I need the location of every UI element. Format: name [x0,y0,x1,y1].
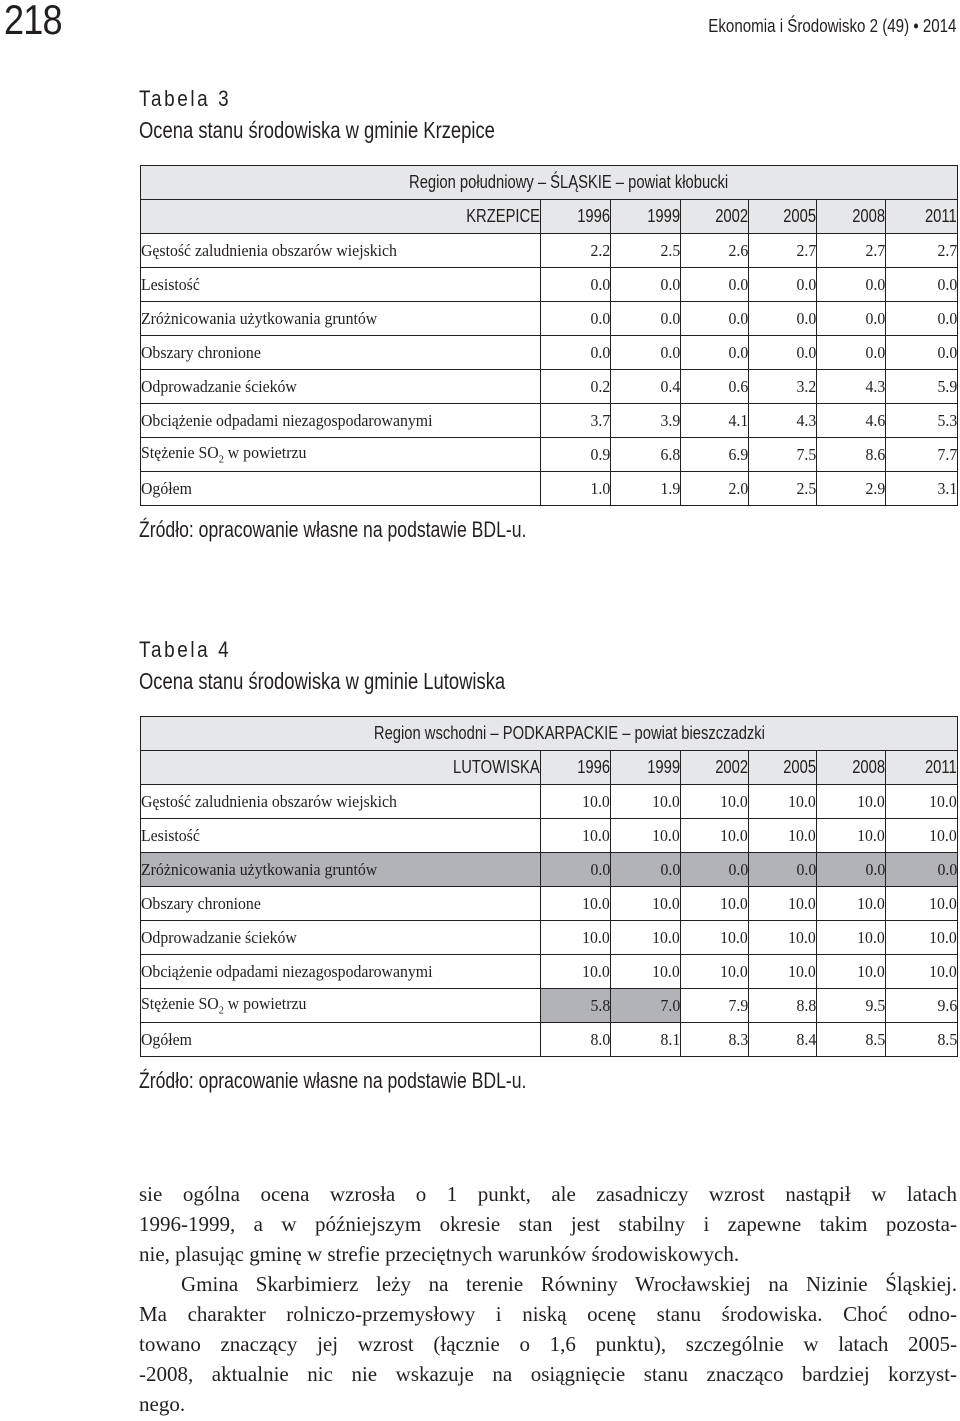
indicator-name: Zróżnicowania użytkowania gruntów [141,308,378,328]
table3-year: 2002 [715,206,748,226]
value-cell: 0.0 [865,342,885,362]
table-row [141,819,958,853]
value-cell: 0.0 [796,859,816,879]
value-cell: 4.3 [796,410,816,430]
table4-source: Źródło: opracowanie własne na podstawie BDL-u. [139,1068,527,1093]
value-cell: 3.1 [937,478,958,498]
value-cell: 10.0 [929,961,958,981]
value-cell: 0.0 [660,274,680,294]
subscript: 2 [218,1004,224,1017]
indicator-name: Obciążenie odpadami niezagospodarowanymi [141,410,433,430]
value-cell: 8.3 [728,1029,748,1049]
value-cell: 10.0 [652,893,680,913]
table-row [141,268,958,302]
value-cell: 0.9 [590,444,610,464]
value-cell: 10.0 [720,927,748,947]
table3-year: 1996 [577,206,610,226]
table3 [140,165,958,506]
value-cell: 8.6 [865,444,885,464]
value-cell: 10.0 [929,791,958,811]
value-cell: 10.0 [652,961,680,981]
page-header [0,0,960,56]
table-row [141,955,958,989]
table4-title: Ocena stanu środowiska w gminie Lutowiska [139,668,506,694]
table4-year: 1996 [577,757,610,777]
table-row [141,887,958,921]
value-cell: 10.0 [857,893,885,913]
value-cell: 10.0 [857,825,885,845]
text-line: towano znaczący jej wzrost (łącznie o 1,6 punktu), szczególnie w latach 2005- [139,1332,957,1356]
value-cell: 2.0 [728,478,748,498]
table3-source: Źródło: opracowanie własne na podstawie BDL-u. [139,517,527,542]
value-cell: 0.0 [728,859,748,879]
page-number: 218 [4,0,62,43]
value-cell: 10.0 [720,893,748,913]
value-cell: 0.0 [796,274,816,294]
value-cell: 0.0 [590,308,610,328]
value-cell: 8.5 [937,1029,958,1049]
table3-label: Tabela 3 [139,86,232,111]
table-row [141,234,958,268]
value-cell: 8.8 [796,995,816,1015]
table4-year: 2005 [783,757,816,777]
value-cell: 2.9 [865,478,885,498]
indicator-name-part: w powietrzu [223,443,307,463]
value-cell: 10.0 [857,927,885,947]
paragraph [139,1269,957,1419]
value-cell: 10.0 [788,825,816,845]
table-row [141,989,958,1023]
value-cell: 10.0 [652,791,680,811]
indicator-name: Odprowadzanie ścieków [141,927,297,947]
table-row [141,853,958,887]
table3-year: 1999 [647,206,680,226]
value-cell: 8.5 [865,1029,885,1049]
indicator-name: Obszary chronione [141,342,261,362]
indicator-name-part: Stężenie SO [141,443,219,463]
table4-year: 2002 [715,757,748,777]
indicator-name: Odprowadzanie ścieków [141,376,297,396]
indicator-name: Obszary chronione [141,893,261,913]
table3-year: 2011 [925,206,958,226]
value-cell: 10.0 [582,927,610,947]
value-cell: 0.4 [660,376,680,396]
value-cell: 10.0 [582,893,610,913]
value-cell: 10.0 [857,791,885,811]
value-cell: 0.0 [937,859,958,879]
value-cell: 10.0 [929,825,958,845]
value-cell: 0.0 [590,859,610,879]
table3-header-row [141,200,958,234]
value-cell: 10.0 [720,961,748,981]
indicator-name: Gęstość zaludnienia obszarów wiejskich [141,791,397,811]
value-cell: 0.0 [728,342,748,362]
table4-region-row [141,717,958,751]
value-cell: 0.0 [796,308,816,328]
table3-year: 2008 [852,206,885,226]
text-line: Gmina Skarbimierz leży na terenie Równiny Wrocławskiej na Nizinie Śląskiej. [181,1272,957,1296]
value-cell: 10.0 [788,927,816,947]
value-cell: 7.5 [796,444,816,464]
value-cell: 8.1 [660,1029,680,1049]
indicator-name [141,994,306,1016]
table3-region-row [141,166,958,200]
value-cell: 0.0 [660,342,680,362]
value-cell: 2.5 [660,240,680,260]
table4-region: Region wschodni – PODKARPACKIE – powiat bieszczadzki [373,723,765,743]
table4-year: 1999 [647,757,680,777]
text-line: sie ogólna ocena wzrosła o 1 punkt, ale zasadniczy wzrost nastąpił w latach [139,1182,957,1206]
value-cell: 2.7 [937,240,958,260]
value-cell: 7.9 [728,995,748,1015]
subscript: 2 [218,453,224,466]
table-row [141,302,958,336]
value-cell: 0.0 [865,274,885,294]
value-cell: 6.8 [660,444,680,464]
value-cell: 4.1 [728,410,748,430]
value-cell: 6.9 [728,444,748,464]
table-row [141,785,958,819]
table-row [141,438,958,472]
value-cell: 5.3 [937,410,958,430]
table-row [141,404,958,438]
text-line: nego. [139,1392,186,1416]
text-line: 1996-1999, a w późniejszym okresie stan jest stabilny i zapewne takim pozosta- [139,1212,957,1236]
table4 [140,716,958,1057]
value-cell: 10.0 [652,927,680,947]
indicator-name-part: w powietrzu [223,994,307,1014]
value-cell: 0.0 [660,308,680,328]
value-cell: 0.0 [590,274,610,294]
indicator-name: Obciążenie odpadami niezagospodarowanymi [141,961,433,981]
paragraph [139,1179,957,1269]
value-cell: 0.0 [728,308,748,328]
value-cell: 8.0 [590,1029,610,1049]
value-cell: 0.0 [937,342,958,362]
indicator-name-part: Stężenie SO [141,994,219,1014]
value-cell: 0.0 [937,308,958,328]
value-cell: 3.7 [590,410,610,430]
value-cell: 0.0 [728,274,748,294]
indicator-name: Ogółem [141,478,192,498]
value-cell: 0.6 [728,376,748,396]
indicator-name: Lesistość [141,825,200,845]
value-cell: 3.2 [796,376,816,396]
value-cell: 7.0 [660,995,680,1015]
value-cell: 4.3 [865,376,885,396]
value-cell: 9.5 [865,995,885,1015]
table-row [141,336,958,370]
value-cell: 1.0 [590,478,610,498]
value-cell: 7.7 [937,444,958,464]
table-row [141,472,958,506]
value-cell: 10.0 [788,893,816,913]
value-cell: 10.0 [582,791,610,811]
value-cell: 0.0 [865,859,885,879]
table4-year: 2011 [925,757,958,777]
table3-gmina: KRZEPICE [466,206,540,226]
table4-header-row [141,751,958,785]
value-cell: 0.0 [660,859,680,879]
text-line: Ma charakter rolniczo-przemysłowy i niską ocenę stanu środowiska. Choć odno- [139,1302,957,1326]
value-cell: 10.0 [788,961,816,981]
value-cell: 10.0 [652,825,680,845]
table3-title: Ocena stanu środowiska w gminie Krzepice [139,117,495,143]
text-line: nie, plasując gminę w strefie przeciętnych warunków środowiskowych. [139,1242,740,1266]
value-cell: 10.0 [857,961,885,981]
value-cell: 10.0 [929,927,958,947]
value-cell: 5.9 [937,376,958,396]
value-cell: 0.0 [796,342,816,362]
table3-year: 2005 [783,206,816,226]
value-cell: 9.6 [937,995,958,1015]
body-text [139,1179,957,1419]
text-line: -2008, aktualnie nic nie wskazuje na osiągnięcie stanu znacząco bardziej korzyst- [139,1362,957,1386]
table4-label: Tabela 4 [139,637,232,662]
value-cell: 10.0 [929,893,958,913]
value-cell: 1.9 [660,478,680,498]
value-cell: 2.7 [865,240,885,260]
table3-region: Region południowy – ŚLĄSKIE – powiat kłobucki [409,172,729,192]
value-cell: 10.0 [720,825,748,845]
indicator-name: Ogółem [141,1029,192,1049]
table-row [141,921,958,955]
value-cell: 10.0 [788,791,816,811]
value-cell: 3.9 [660,410,680,430]
table4-gmina: LUTOWISKA [453,757,540,777]
value-cell: 0.2 [590,376,610,396]
indicator-name [141,443,306,465]
running-head: Ekonomia i Środowisko 2 (49) • 2014 [707,16,956,36]
value-cell: 10.0 [720,791,748,811]
value-cell: 2.2 [590,240,610,260]
indicator-name: Lesistość [141,274,200,294]
table-row [141,370,958,404]
value-cell: 10.0 [582,825,610,845]
value-cell: 2.7 [796,240,816,260]
table-row [141,1023,958,1057]
value-cell: 2.5 [796,478,816,498]
indicator-name: Zróżnicowania użytkowania gruntów [141,859,378,879]
value-cell: 4.6 [865,410,885,430]
value-cell: 8.4 [796,1029,816,1049]
value-cell: 0.0 [590,342,610,362]
value-cell: 0.0 [865,308,885,328]
value-cell: 0.0 [937,274,958,294]
value-cell: 2.6 [728,240,748,260]
indicator-name: Gęstość zaludnienia obszarów wiejskich [141,240,397,260]
value-cell: 10.0 [582,961,610,981]
value-cell: 5.8 [590,995,610,1015]
table4-year: 2008 [852,757,885,777]
